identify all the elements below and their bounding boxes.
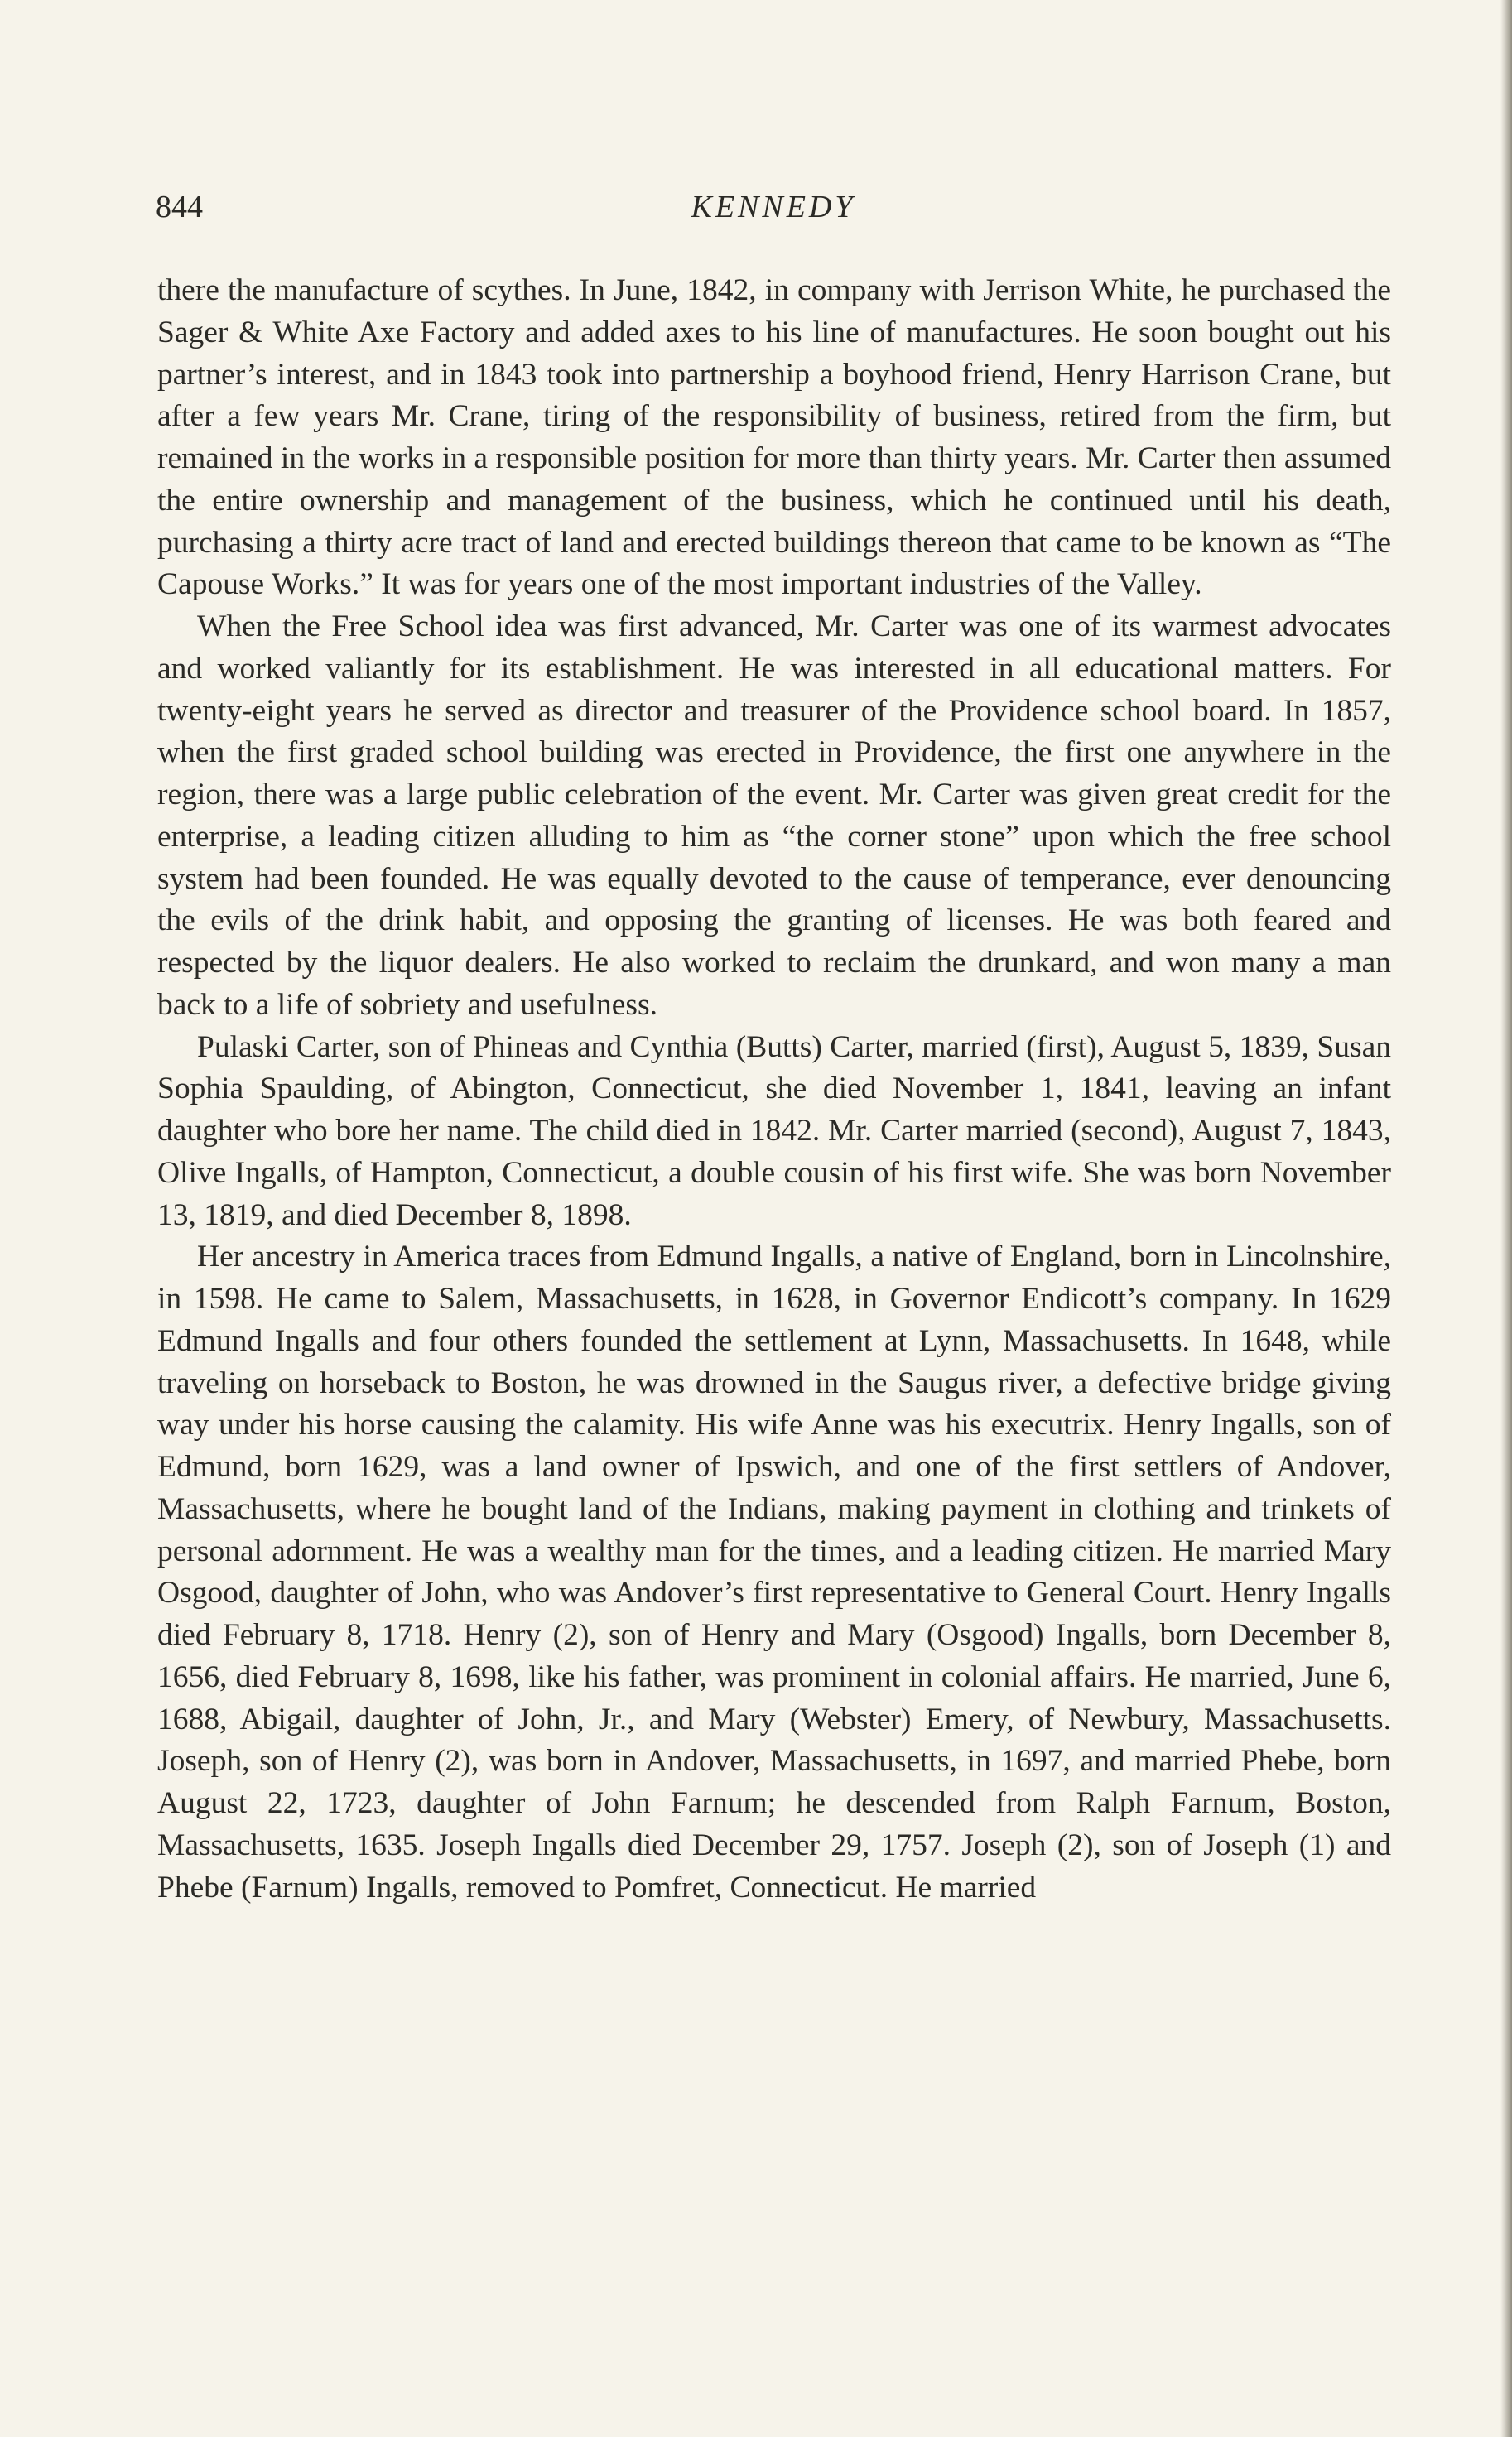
- running-head: [156, 189, 1391, 225]
- paragraph: When the Free School idea was first advanced, Mr. Carter was one of its warmest advocates and worked valiantly for its establishment. He was interested in all educational matters. For twenty-eight years he served as director and treasurer of the Providence school board. In 1857, when the first graded school building was erected in Providence, the first one anywhere in the region, there was a large public celebration of the event. Mr. Carter was given great credit for the enterprise, a leading citizen alluding to him as “the corner stone” upon which the free school system had been founded. He was equally devoted to the cause of temperance, ever denouncing the evils of the drink habit, and opposing the granting of licenses. He was both feared and respected by the liquor dealers. He also worked to reclaim the drunkard, and won many a man back to a life of sobriety and usefulness.: [157, 609, 1391, 1022]
- paragraph: there the manufacture of scythes. In June, 1842, in company with Jerrison White, he purchased the Sager & White Axe Factory and added axes to his line of manufactures. He soon bought out his partner’s interest, and in 1843 took into partnership a boyhood friend, Henry Harrison Crane, but after a few years Mr. Crane, tiring of the responsibility of business, retired from the firm, but remained in the works in a responsible position for more than thirty years. Mr. Carter then assumed the entire ownership and management of the business, which he continued until his death, purchasing a thirty acre tract of land and erected buildings thereon that came to be known as “The Capouse Works.” It was for years one of the most important industries of the Valley.: [157, 273, 1391, 602]
- running-title: KENNEDY: [691, 190, 856, 224]
- paragraph: Pulaski Carter, son of Phineas and Cynthia (Butts) Carter, married (first), August 5, 1839, Susan Sophia Spaulding, of Abington, Connecticut, she died November 1, 1841, leaving an infant daughter who bore her name. The child died in 1842. Mr. Carter married (second), August 7, 1843, Olive Ingalls, of Hampton, Connecticut, a double cousin of his first wife. She was born November 13, 1819, and died December 8, 1898.: [157, 1029, 1391, 1232]
- paragraph: Her ancestry in America traces from Edmund Ingalls, a native of England, born in Lincolnshire, in 1598. He came to Salem, Massachusetts, in 1628, in Governor Endicott’s company. In 1629 Edmund Ingalls and four others founded the settlement at Lynn, Massachusetts. In 1648, while traveling on horseback to Boston, he was drowned in the Saugus river, a defective bridge giving way under his horse causing the calamity. His wife Anne was his executrix. Henry Ingalls, son of Edmund, born 1629, was a land owner of Ipswich, and one of the first settlers of Andover, Massachusetts, where he bought land of the Indians, making payment in clothing and trinkets of personal adornment. He was a wealthy man for the times, and a leading citizen. He married Mary Osgood, daughter of John, who was Andover’s first representative to General Court. Henry Ingalls died February 8, 1718. Henry (2), son of Henry and Mary (Osgood) Ingalls, born December 8, 1656, died February 8, 1698, like his father, was prominent in colonial affairs. He married, June 6, 1688, Abigail, daughter of John, Jr., and Mary (Webster) Emery, of Newbury, Massachusetts. Joseph, son of Henry (2), was born in Andover, Massachusetts, in 1697, and married Phebe, born August 22, 1723, daughter of John Farnum; he descended from Ralph Farnum, Boston, Massachusetts, 1635. Joseph Ingalls died December 29, 1757. Joseph (2), son of Joseph (1) and Phebe (Farnum) Ingalls, removed to Pomfret, Connecticut. He married: [157, 1240, 1391, 1905]
- page-number: 844: [156, 190, 203, 224]
- body-text: [157, 270, 1391, 1909]
- page-edge-shadow: [1500, 0, 1512, 2437]
